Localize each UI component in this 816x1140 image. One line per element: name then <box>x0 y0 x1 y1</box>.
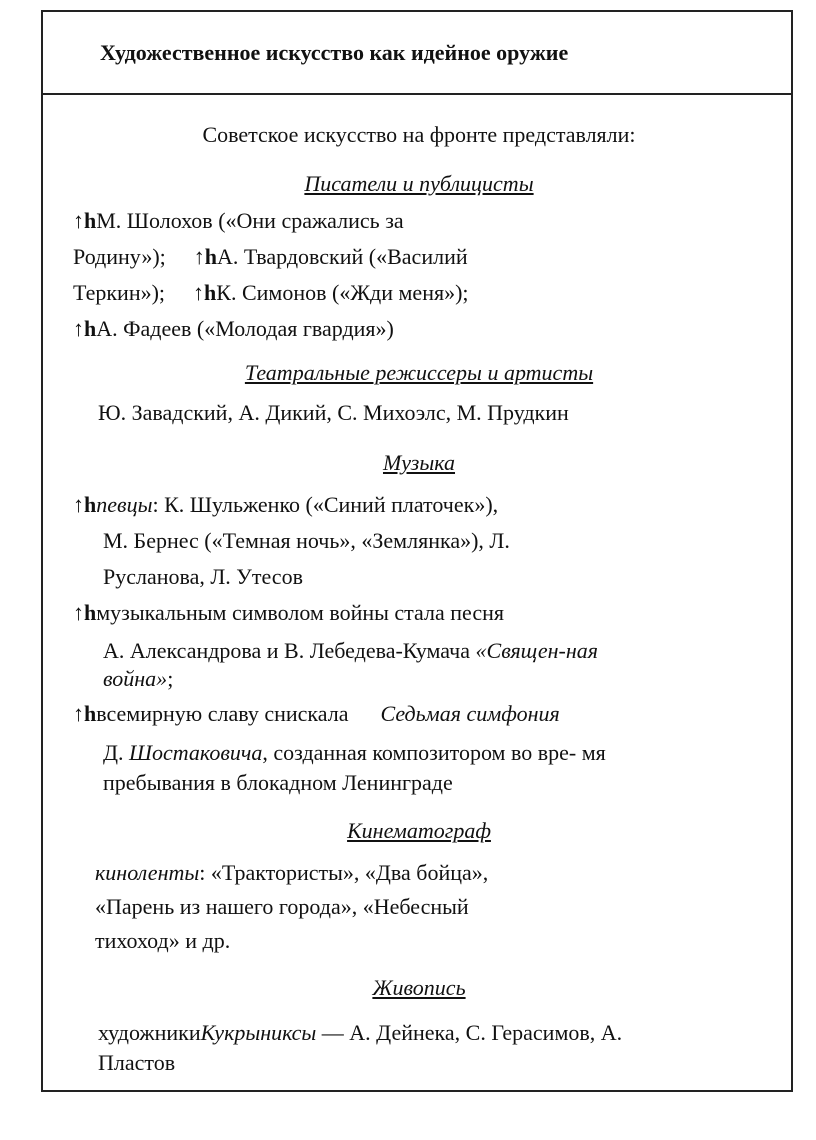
writers-heading: Писатели и публицисты <box>304 171 534 196</box>
arrow-marker-icon: ↑h <box>73 701 97 726</box>
cinema-line-2: «Парень из нашего города», «Небесный <box>95 894 469 919</box>
painting-heading: Живопись <box>372 975 466 1000</box>
music-fame-line-1: ↑hвсемирную славу снискала Седьмая симфония <box>73 701 560 726</box>
header <box>43 12 791 95</box>
theatre-heading: Театральные режиссеры и артисты <box>244 360 594 385</box>
writers-line-2: Родину»); ↑hА. Твардовский («Василий <box>73 244 468 269</box>
music-symbol-line-1: ↑hмузыкальным символом войны стала песня <box>73 600 504 625</box>
writers-line-3: Теркин»); ↑hК. Симонов («Жди меня»); <box>73 280 469 305</box>
music-symbol-line-2: А. Александрова и В. Лебедева-Кумача «Священ-ная <box>103 638 598 663</box>
painting-line-1: художникиКукрыниксы — А. Дейнека, С. Герасимов, А. <box>98 1020 623 1045</box>
writers-line-1: ↑hМ. Шолохов («Они сражались за <box>73 208 404 233</box>
intro-text: Советское искусство на фронте представляли: <box>202 122 636 147</box>
arrow-marker-icon: ↑h <box>193 244 218 269</box>
arrow-marker-icon: ↑h <box>73 492 97 517</box>
arrow-marker-icon: ↑h <box>193 280 217 305</box>
cinema-heading: Кинематограф <box>347 818 491 843</box>
music-heading: Музыка <box>382 450 456 475</box>
page-title: Художественное искусство как идейное оружие <box>100 40 569 65</box>
music-fame-line-3: пребывания в блокадном Ленинграде <box>103 770 453 795</box>
music-symbol-line-3: война»; <box>103 666 174 691</box>
music-singers-line-1: ↑hпевцы: К. Шульженко («Синий платочек»), <box>73 492 499 517</box>
content-frame <box>41 10 793 1092</box>
painting-line-2: Пластов <box>98 1050 176 1075</box>
music-fame-line-2: Д. Шостаковича, созданная композитором во вре- мя <box>103 740 606 765</box>
music-singers-line-3: Русланова, Л. Утесов <box>103 564 303 589</box>
arrow-marker-icon: ↑h <box>73 208 97 233</box>
theatre-line-1: Ю. Завадский, А. Дикий, С. Михоэлс, М. Прудкин <box>98 400 569 425</box>
arrow-marker-icon: ↑h <box>73 316 97 341</box>
arrow-marker-icon: ↑h <box>73 600 97 625</box>
writers-line-4: ↑hА. Фадеев («Молодая гвардия») <box>73 316 394 341</box>
music-singers-line-2: М. Бернес («Темная ночь», «Землянка»), Л. <box>103 528 510 553</box>
cinema-line-1: киноленты: «Трактористы», «Два бойца», <box>95 860 489 885</box>
cinema-line-3: тихоход» и др. <box>95 928 231 953</box>
